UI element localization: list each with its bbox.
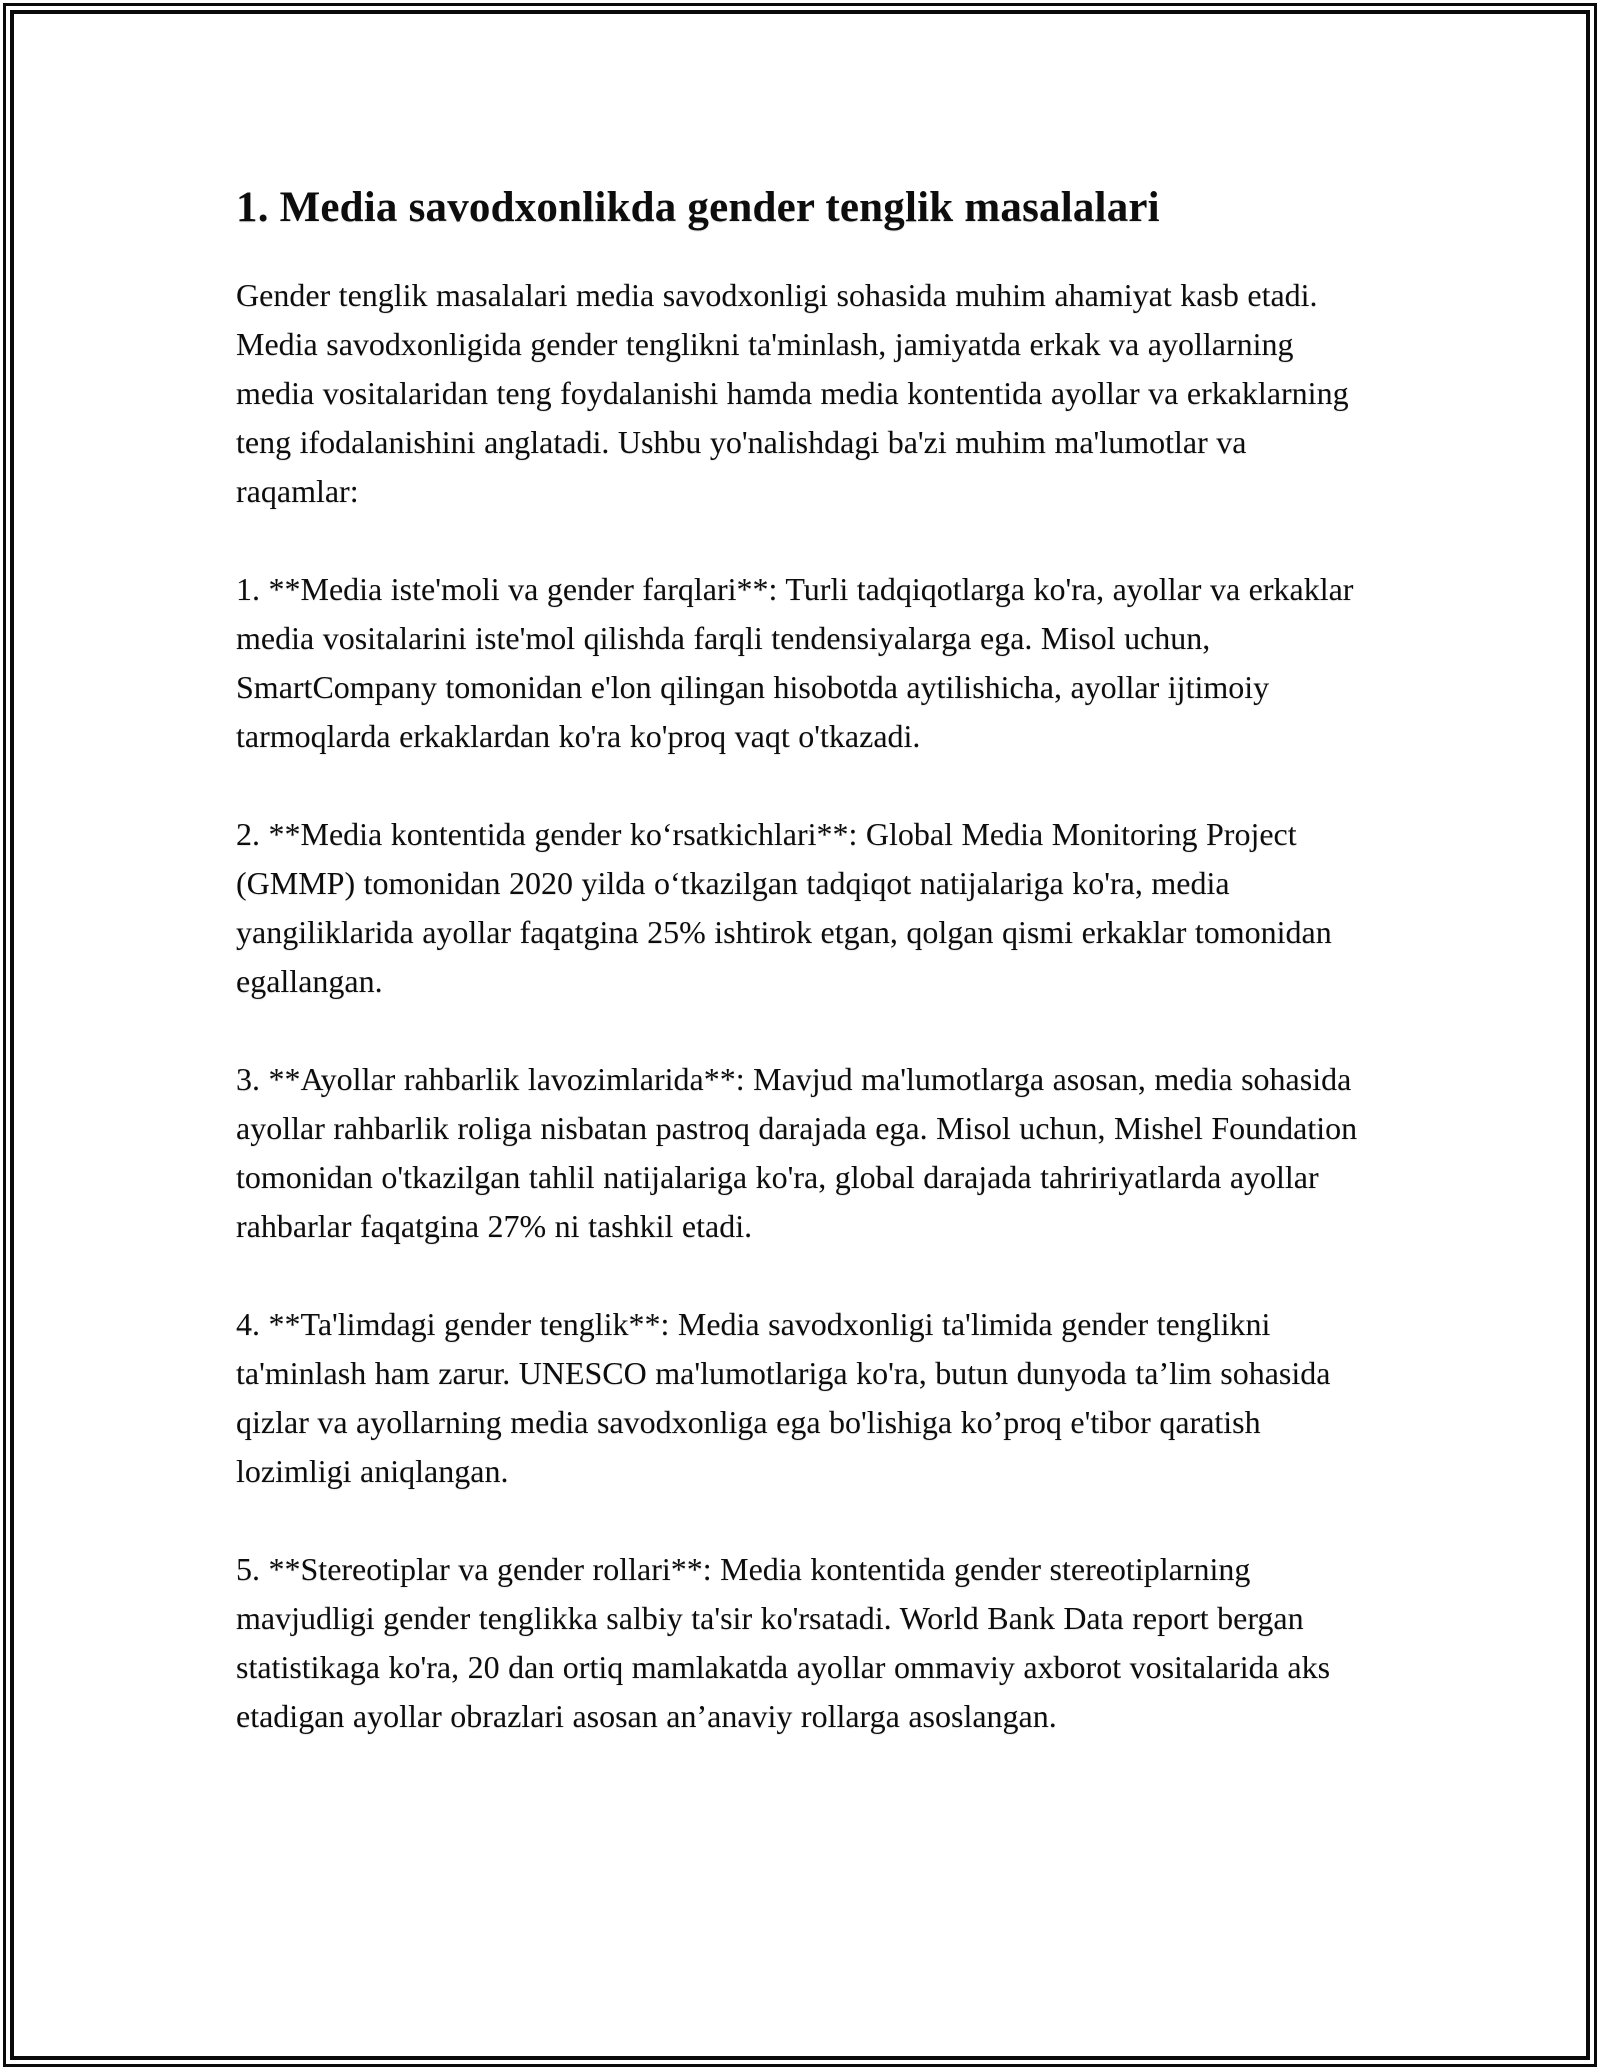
paragraph-2: 1. **Media iste'moli va gender farqlari**: Turli tadqiqotlarga ko'ra, ayollar va erkaklar media vositalarini iste'mol qilishda farqli tendensiyalarga ega. Misol uchun, SmartCompany tomonidan e'lon qilingan hisobotda aytilishicha, ayollar ijtimoiy tarmoqlarda erkaklardan ko'ra ko'proq vaqt o'tkazadi.	[236, 571, 1354, 754]
paragraph-1: Gender tenglik masalalari media savodxonligi sohasida muhim ahamiyat kasb etadi. Media savodxonligida gender tenglikni ta'minlash, jamiyatda erkak va ayollarning media vositalaridan teng foydalanishi hamda media kontentida ayollar va erkaklarning teng ifodalanishini anglatadi. Ushbu yo'nalishdagi ba'zi muhim ma'lumotlar va raqamlar:	[236, 277, 1349, 509]
paragraph-list	[236, 271, 1376, 1741]
paragraph-4: 3. **Ayollar rahbarlik lavozimlarida**: Mavjud ma'lumotlarga asosan, media sohasida ayollar rahbarlik roliga nisbatan pastroq darajada ega. Misol uchun, Mishel Foundation tomonidan o'tkazilgan tahlil natijalariga ko'ra, global darajada tahririyatlarda ayollar rahbarlar faqatgina 27% ni tashkil etadi.	[236, 1061, 1358, 1244]
document-content	[236, 182, 1376, 1741]
document-title: 1. Media savodxonlikda gender tenglik masalalari	[236, 184, 1160, 231]
paragraph-6: 5. **Stereotiplar va gender rollari**: Media kontentida gender stereotiplarning mavjudligi gender tenglikka salbiy ta'sir ko'rsatadi. World Bank Data report bergan statistikaga ko'ra, 20 dan ortiq mamlakatda ayollar ommaviy axborot vositalarida aks etadigan ayollar obrazlari asosan an’anaviy rollarga asoslangan.	[236, 1551, 1331, 1734]
paragraph-5: 4. **Ta'limdagi gender tenglik**: Media savodxonligi ta'limida gender tenglikni ta'minlash ham zarur. UNESCO ma'lumotlariga ko'ra, butun dunyoda ta’lim sohasida qizlar va ayollarning media savodxonliga ega bo'lishiga ko’proq e'tibor qaratish lozimligi aniqlangan.	[236, 1306, 1331, 1489]
paragraph-3: 2. **Media kontentida gender ko‘rsatkichlari**: Global Media Monitoring Project (GMMP) tomonidan 2020 yilda o‘tkazilgan tadqiqot natijalariga ko'ra, media yangiliklarida ayollar faqatgina 25% ishtirok etgan, qolgan qismi erkaklar tomonidan egallangan.	[236, 816, 1332, 999]
